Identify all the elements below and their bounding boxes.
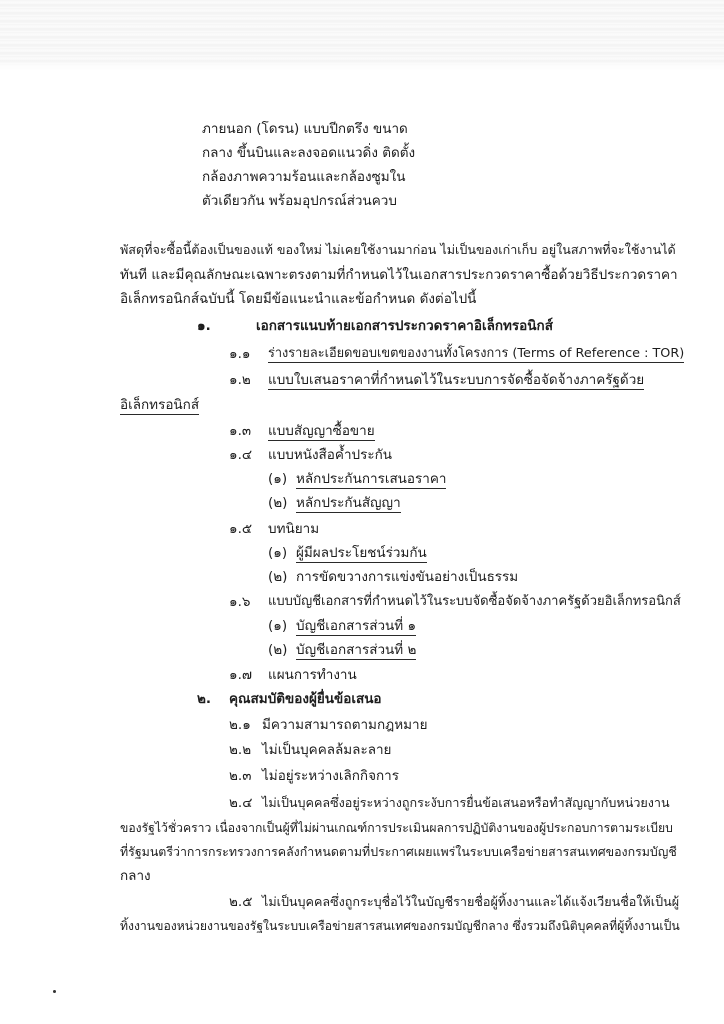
item-2-2-text: ไม่เป็นบุคคลล้มละลาย: [262, 742, 392, 758]
item-2-4-number: ๒.๔: [229, 795, 253, 811]
item-1-5-1-number: (๑): [268, 545, 288, 561]
item-2-3-number: ๒.๓: [229, 768, 252, 784]
item-1-6-2-text: บัญชีเอกสารส่วนที่ ๒: [296, 642, 417, 658]
item-2-2-number: ๒.๒: [229, 742, 252, 758]
item-line-4: ตัวเดียวกัน พร้อมอุปกรณ์ส่วนควบ: [202, 193, 397, 209]
item-1-2-text-cont: อิเล็กทรอนิกส์: [120, 397, 200, 413]
scan-speck: [53, 990, 56, 993]
item-1-7-number: ๑.๗: [229, 667, 253, 683]
item-1-4-2-number: (๒): [268, 495, 288, 511]
item-2-1-number: ๒.๑: [229, 717, 251, 733]
item-line-1: ภายนอก (โดรน) แบบปีกตรึง ขนาด: [202, 121, 408, 137]
item-line-3: กล้องภาพความร้อนและกล้องซูมใน: [202, 169, 406, 185]
item-2-3-text: ไม่อยู่ระหว่างเลิกกิจการ: [262, 768, 400, 784]
item-1-6-2-number: (๒): [268, 642, 288, 658]
item-1-2-text: แบบใบเสนอราคาที่กำหนดไว้ในระบบการจัดซื้อจัดจ้างภาครัฐด้วย: [268, 372, 645, 388]
item-1-2-number: ๑.๒: [229, 372, 251, 388]
item-1-4-1-text: หลักประกันการเสนอราคา: [296, 471, 447, 487]
section2-number: ๒.: [197, 691, 212, 707]
item-1-7-text: แผนการทำงาน: [268, 667, 357, 683]
item-1-5-2-text: การขัดขวางการแข่งขันอย่างเป็นธรรม: [296, 569, 519, 585]
item-2-5-number: ๒.๕: [229, 894, 253, 910]
item-2-4-line-4: กลาง: [120, 868, 151, 884]
item-1-4-number: ๑.๔: [229, 447, 253, 463]
item-2-4-line-2: ของรัฐไว้ชั่วคราว เนื่องจากเป็นผู้ที่ไม่ผ่านเกณฑ์การประเมินผลการปฏิบัติงานของผู้ประกอบการตามระเบียบ: [120, 821, 673, 835]
item-1-6-1-number: (๑): [268, 618, 288, 634]
item-1-1-text: ร่างรายละเอียดขอบเขตของงานทั้งโครงการ (Terms of Reference : TOR): [268, 346, 685, 361]
item-1-6-number: ๑.๖: [229, 594, 251, 610]
section1-title: เอกสารแนบท้ายเอกสารประกวดราคาอิเล็กทรอนิกส์: [256, 318, 553, 334]
item-1-6-text: แบบบัญชีเอกสารที่กำหนดไว้ในระบบจัดซื้อจัดจ้างภาครัฐด้วยอิเล็กทรอนิกส์: [268, 594, 681, 609]
scan-artifact: [0, 0, 724, 70]
item-1-4-2-text: หลักประกันสัญญา: [296, 495, 401, 511]
item-line-2: กลาง ขึ้นบินและลงจอดแนวดิ่ง ติดตั้ง: [202, 145, 416, 161]
intro-line-3: อิเล็กทรอนิกส์ฉบับนี้ โดยมีข้อแนะนำและข้อกำหนด ดังต่อไปนี้: [120, 291, 477, 307]
item-2-4-line-3: ที่รัฐมนตรีว่าการกระทรวงการคลังกำหนดตามที่ประกาศเผยแพร่ในระบบเครือข่ายสารสนเทศของกรมบัญชี: [120, 844, 677, 859]
item-2-5-line-1: ไม่เป็นบุคคลซึ่งถูกระบุชื่อไว้ในบัญชีรายชื่อผู้ทิ้งงานและได้แจ้งเวียนชื่อให้เป็นผู้: [262, 894, 680, 909]
item-1-4-1-number: (๑): [268, 471, 288, 487]
section1-number: ๑.: [197, 318, 211, 334]
item-1-3-text: แบบสัญญาซื้อขาย: [268, 423, 375, 439]
intro-line-1: พัสดุที่จะซื้อนี้ต้องเป็นของแท้ ของใหม่ ไม่เคยใช้งานมาก่อน ไม่เป็นของเก่าเก็บ อยู่ในสภาพที่จะใช้งานได้: [120, 242, 676, 257]
item-2-5-line-2: ทิ้งงานของหน่วยงานของรัฐในระบบเครือข่ายสารสนเทศของกรมบัญชีกลาง ซึ่งรวมถึงนิติบุคคลที่ผู้ทิ้งงานเป็น: [120, 919, 680, 933]
item-1-4-text: แบบหนังสือค้ำประกัน: [268, 447, 392, 463]
intro-line-2: ทันที และมีคุณลักษณะเฉพาะตรงตามที่กำหนดไว้ในเอกสารประกวดราคาซื้อด้วยวิธีประกวดราคา: [120, 267, 678, 283]
item-1-1-number: ๑.๑: [229, 346, 251, 362]
item-1-5-text: บทนิยาม: [268, 521, 320, 537]
section2-title: คุณสมบัติของผู้ยื่นข้อเสนอ: [229, 691, 382, 707]
item-1-3-number: ๑.๓: [229, 423, 252, 439]
item-1-5-2-number: (๒): [268, 569, 288, 585]
item-2-4-line-1: ไม่เป็นบุคคลซึ่งอยู่ระหว่างถูกระงับการยื่นข้อเสนอหรือทำสัญญากับหน่วยงาน: [262, 795, 670, 810]
item-1-5-number: ๑.๕: [229, 521, 253, 537]
item-1-5-1-text: ผู้มีผลประโยชน์ร่วมกัน: [296, 545, 427, 561]
item-2-1-text: มีความสามารถตามกฎหมาย: [262, 717, 428, 733]
item-1-6-1-text: บัญชีเอกสารส่วนที่ ๑: [296, 618, 417, 634]
